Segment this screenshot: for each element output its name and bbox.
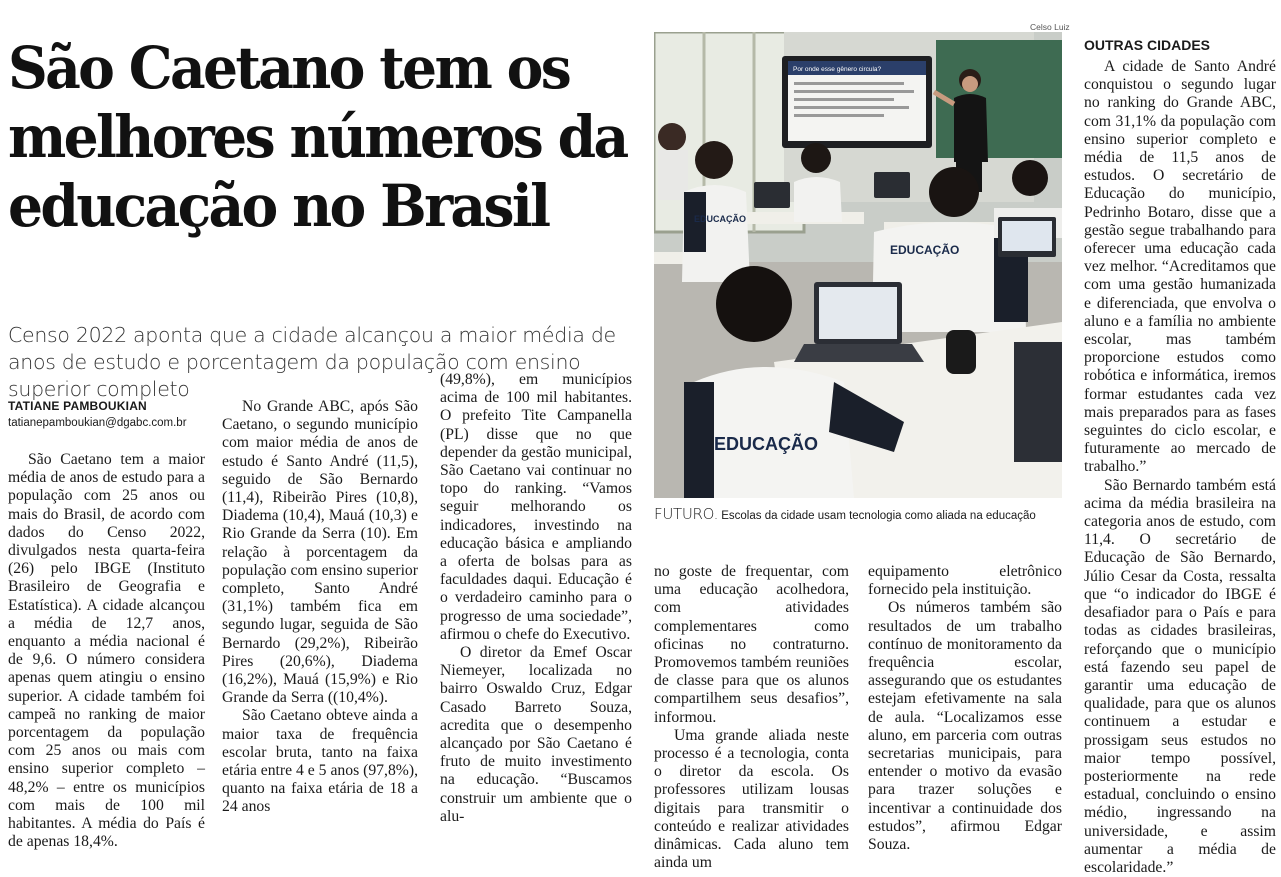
paragraph: No Grande ABC, após São Caetano, o segundo município com maior média de anos de estudo é Santo André (11,5), seguido de São Bernardo (11,4), Ribeirão Pires (10,8), Diadema (10,4), Mauá (10,3) e Rio Grande da Serra (10). Em relação à porcentagem da população com ensino superior completo, Santo André (31,1%) também fica em segundo lugar, seguida de São Bernardo (29,2%), Ribeirão Pires (20,6%), Diadema (16,2%), Mauá (15,9%) e Rio Grande da Serra ((10,4%). — [222, 398, 418, 707]
paragraph: no goste de frequentar, com uma educação acolhedora, com atividades complementares como oficinas no contraturno. Promovemos também reuniões de classe para que os alunos compartilhem seus desafios”, informou. — [654, 563, 849, 726]
paragraph: equipamento eletrônico fornecido pela instituição. — [868, 563, 1062, 599]
paragraph: São Caetano obteve ainda a maior taxa de frequência escolar bruta, tanto na faixa etária entre 4 e 5 anos (97,8%), quanto na faixa etária de 18 a 24 anos — [222, 707, 419, 816]
shirt-text: EDUCAÇÃO — [890, 243, 960, 257]
sidebar-title: OUTRAS CIDADES — [1084, 37, 1211, 53]
paragraph: O diretor da Emef Oscar Niemeyer, localizada no bairro Oswaldo Cruz, Edgar Casado Barreto Souza, acredita que o desempenho alcançado por São Caetano é fruto de muito investimento na educação. “Buscamos construir um ambiente que o alu- — [440, 644, 632, 825]
caption-lead: FUTURO. — [654, 505, 719, 523]
sidebar-column — [1084, 58, 1276, 877]
headline-line-3: educação no Brasil — [8, 172, 549, 240]
photo-credit: Celso Luiz — [1030, 22, 1070, 32]
subheadline: Censo 2022 aponta que a cidade alcançou a maior média de anos de estudo e porcentagem da população com ensino superior completo — [8, 323, 616, 401]
author-email[interactable]: tatianepamboukian@dgabc.com.br — [8, 417, 187, 429]
paragraph: Os números também são resultados de um trabalho contínuo de monitoramento da frequência escolar, assegurando que os estudantes estejam efetivamente na sala de aula. “Localizamos esse aluno, em parceria com outras secretarias municipais, para entender o motivo da evasão para trazer soluções e incentivar a continuidade dos estudos”, afirmou Edgar Souza. — [868, 599, 1062, 854]
screen-title: Por onde esse gênero circula? — [793, 66, 882, 73]
article-column-1 — [8, 451, 205, 851]
shirt-text: EDUCAÇÃO — [694, 214, 747, 224]
paragraph: (49,8%), em municípios acima de 100 mil habitantes. O prefeito Tite Campanella (PL) disse que no que depender da gestão municipal, São Caetano vai continuar no topo do ranking. “Vamos seguir melhorando os indicadores, investindo na educação básica e ampliando a oferta de bolsas para as faculdades daqui. Educação é o verdadeiro caminho para o progresso de uma sociedade”, afirmou o chefe do Executivo. — [440, 371, 632, 643]
article-column-4 — [654, 563, 849, 872]
paragraph: A cidade de Santo André conquistou o segundo lugar no ranking do Grande ABC, com 31,1% da população com ensino superior completo e média de 11,5 anos de estudos. O secretário de Educação do município, Pedrinho Botaro, disse que a gestão segue trabalhando para oferecer uma educação cada vez melhor. “Acreditamos que com uma gestão humanizada e diferenciada, que envolva o aluno e a família no ambiente escolar, mas também proporcione estudos como robótica e informática, iremos formar estudantes cada vez mais preparados para as fases seguintes do ciclo escolar, e futuramente ao mercado de trabalho.” — [1084, 58, 1276, 476]
paragraph: São Bernardo também está acima da média brasileira na categoria anos de estudo, com 11,4. O secretário de Educação de São Bernardo, Júlio Cesar da Costa, ressalta que “o indicador do IBGE é desafiador para o País e para todas as cidades brasileiras, reforçando que o município está fazendo seu papel de garantir uma educação de qualidade, para que os alunos continuem a estudar e prossigam seus estudos no maior tempo possível, posteriormente na rede estadual, concluindo o ensino médio, ingressando na universidade, e assim aumentar a média de escolaridade.” — [1084, 476, 1276, 876]
caption-text: Escolas da cidade usam tecnologia como aliada na educação — [718, 510, 1036, 522]
headline — [8, 34, 627, 241]
author-byline: TATIANE PAMBOUKIAN — [8, 399, 147, 413]
headline-line-1: São Caetano tem os — [8, 34, 570, 102]
article-column-3 — [440, 371, 632, 826]
paragraph: São Caetano tem a maior média de anos de estudo para a população com 25 anos ou mais do Brasil, de acordo com dados do Censo 2022, divulgados nesta quarta-feira (26) pelo IBGE (Instituto Brasileiro de Geografia e Estatística). A cidade alcançou a média de 12,7 anos, enquanto a média nacional é de 9,6. O número considera apenas quem atingiu o ensino superior. A cidade também foi campeã no ranking de maior porcentagem da população com 25 anos ou mais com ensino superior completo – 48,2% – entre os municípios com mais de 100 mil habitantes. A média do País é de apenas 18,4%. — [8, 451, 205, 851]
article-column-5 — [868, 563, 1062, 854]
classroom-illustration — [654, 32, 1062, 498]
photo-caption — [654, 505, 1074, 523]
shirt-text: EDUCAÇÃO — [714, 434, 819, 454]
headline-line-2: melhores números da — [8, 103, 627, 171]
paragraph: Uma grande aliada neste processo é a tecnologia, conta o diretor da escola. Os professores utilizam lousas digitais para transmitir o conteúdo e realizar atividades dinâmicas. Cada aluno tem ainda um — [654, 726, 849, 872]
article-column-2 — [222, 398, 418, 817]
classroom-photo — [654, 32, 1062, 498]
